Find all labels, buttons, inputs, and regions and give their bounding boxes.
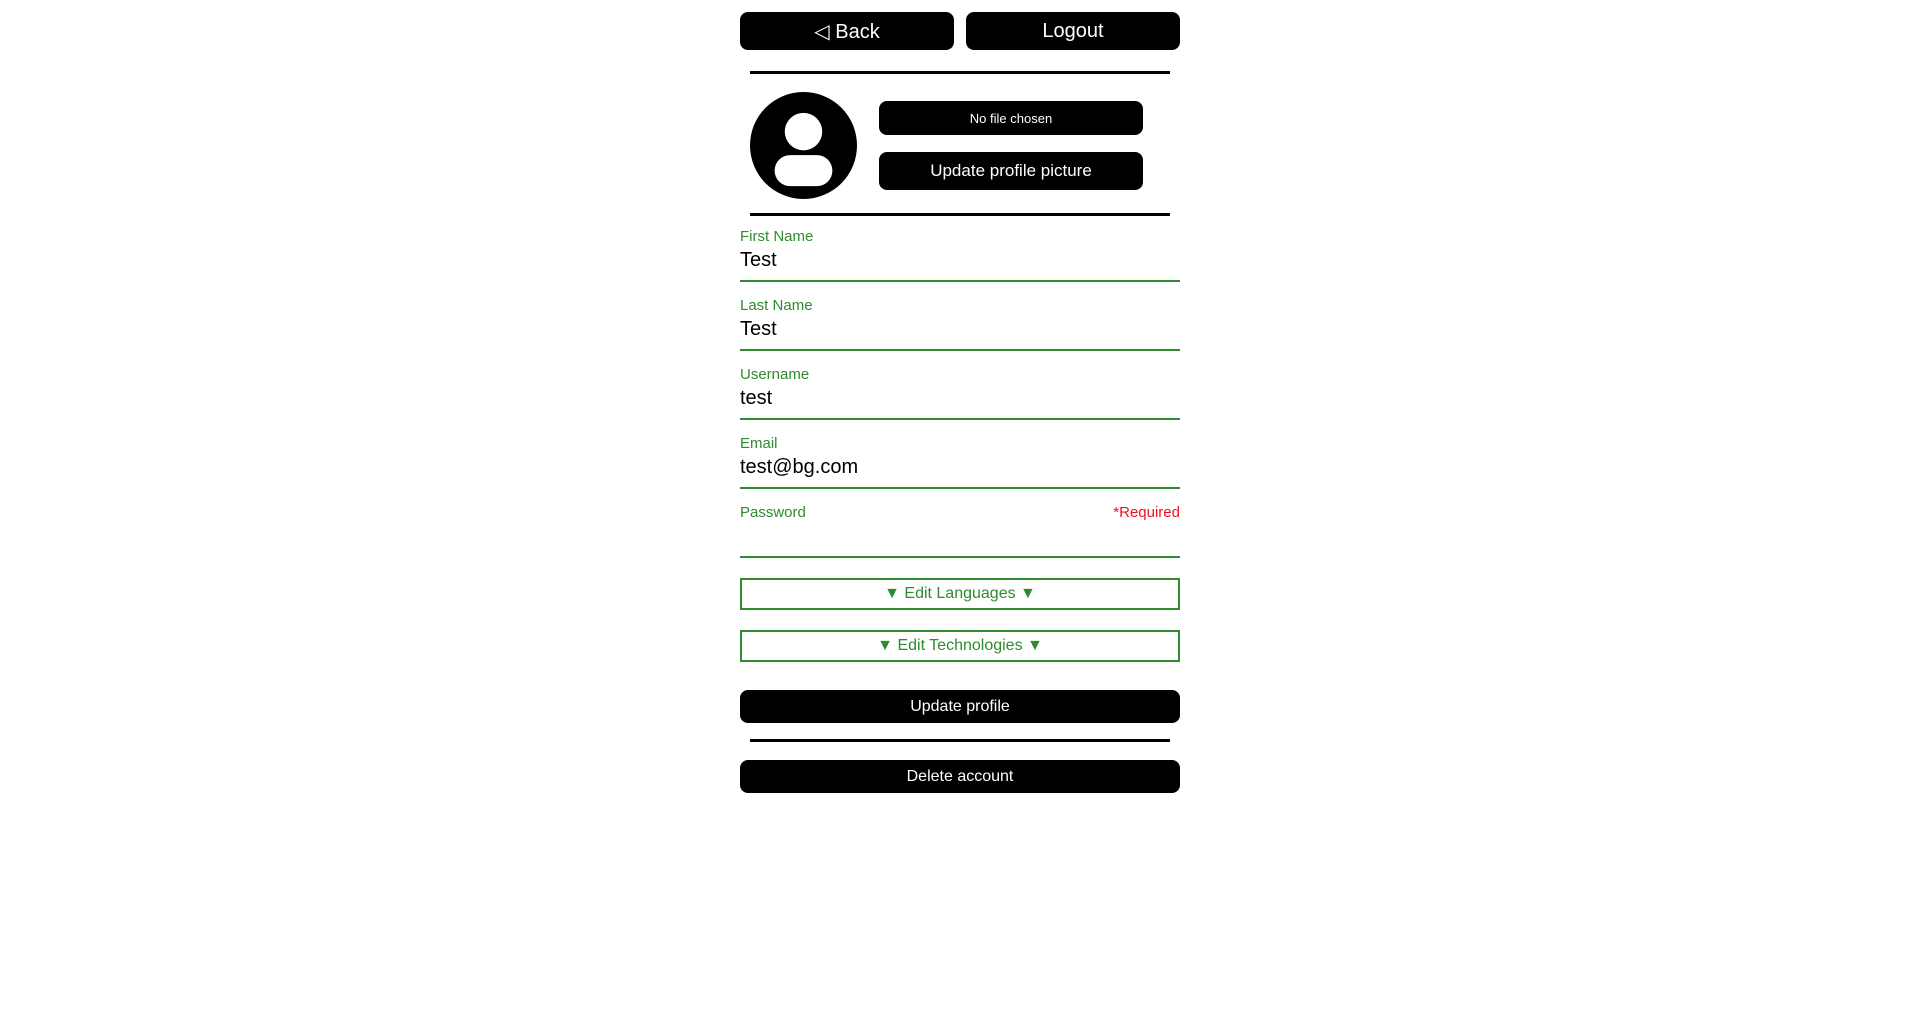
profile-picture-section bbox=[740, 92, 1180, 199]
first-name-label: First Name bbox=[740, 228, 814, 245]
password-label-row bbox=[740, 504, 1180, 522]
profile-edit-page bbox=[740, 0, 1180, 793]
update-profile-picture-button[interactable]: Update profile picture bbox=[879, 152, 1143, 190]
picture-actions bbox=[879, 101, 1143, 190]
update-profile-button[interactable]: Update profile bbox=[740, 690, 1180, 723]
email-input[interactable] bbox=[740, 453, 1180, 489]
top-button-row bbox=[740, 12, 1180, 50]
divider bbox=[750, 213, 1170, 216]
username-label: Username bbox=[740, 366, 810, 383]
password-field-group bbox=[740, 504, 1180, 558]
last-name-input[interactable] bbox=[740, 315, 1180, 351]
user-circle-icon bbox=[750, 92, 857, 199]
required-badge: *Required bbox=[1113, 504, 1180, 521]
edit-technologies-button[interactable]: ▼ Edit Technologies ▼ bbox=[740, 630, 1180, 662]
first-name-field-group bbox=[740, 228, 1180, 282]
divider bbox=[750, 739, 1170, 742]
logout-button[interactable]: Logout bbox=[966, 12, 1180, 50]
back-button[interactable]: ◁ Back bbox=[740, 12, 954, 50]
email-label: Email bbox=[740, 435, 778, 452]
username-input[interactable] bbox=[740, 384, 1180, 420]
last-name-field-group bbox=[740, 297, 1180, 351]
last-name-label: Last Name bbox=[740, 297, 813, 314]
password-label: Password bbox=[740, 504, 806, 521]
delete-account-button[interactable]: Delete account bbox=[740, 760, 1180, 793]
divider bbox=[750, 71, 1170, 74]
profile-form bbox=[740, 228, 1180, 723]
email-field-group bbox=[740, 435, 1180, 489]
first-name-input[interactable] bbox=[740, 246, 1180, 282]
edit-languages-button[interactable]: ▼ Edit Languages ▼ bbox=[740, 578, 1180, 610]
password-input[interactable] bbox=[740, 522, 1180, 558]
username-field-group bbox=[740, 366, 1180, 420]
file-input-button[interactable]: No file chosen bbox=[879, 101, 1143, 135]
